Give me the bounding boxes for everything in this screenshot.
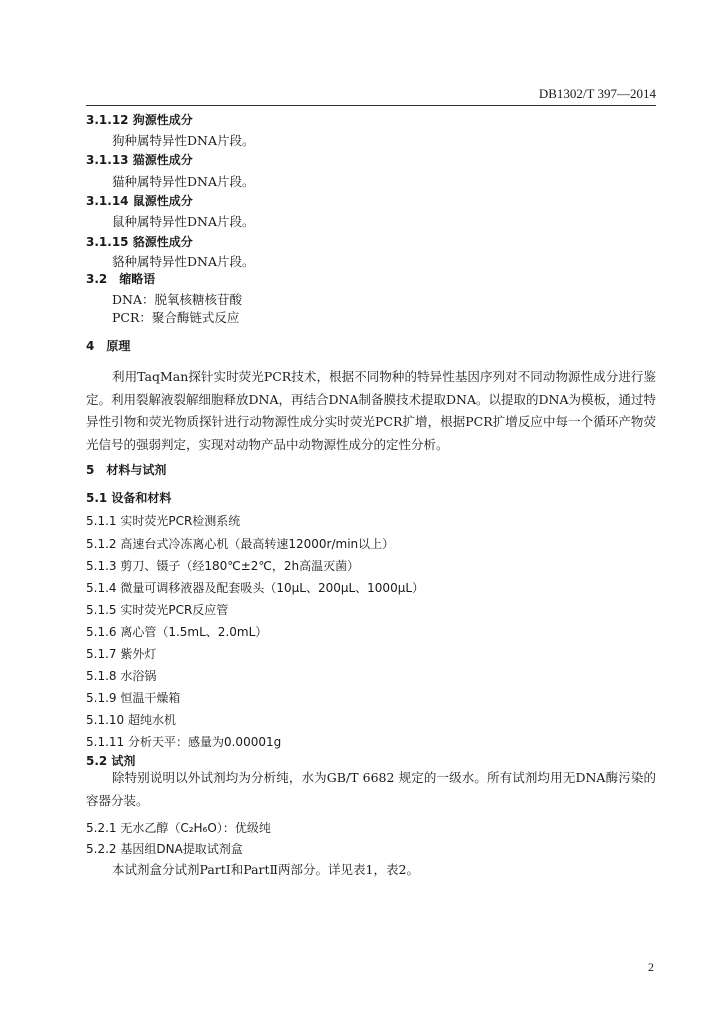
section-3-1-13-title: 3.1.13 猫源性成分 [86,153,193,167]
header-rule [86,105,656,106]
item-5-1-10: 5.1.10 超纯水机 [86,713,176,727]
item-5-1-7: 5.1.7 紫外灯 [86,647,157,661]
item-5-2-1: 5.2.1 无水乙醇（C₂H₆O）：优级纯 [86,821,271,835]
section-3-1-15-title: 3.1.15 貉源性成分 [86,235,193,249]
section-3-1-15-text: 貉种属特异性DNA片段。 [112,254,255,269]
item-5-1-6: 5.1.6 离心管（1.5mL、2.0mL） [86,625,268,639]
section-3-1-14-title: 3.1.14 鼠源性成分 [86,194,193,208]
item-5-1-2: 5.1.2 高速台式冷冻离心机（最高转速12000r/min以上） [86,537,395,551]
item-5-1-11: 5.1.11 分析天平：感量为0.00001g [86,735,282,749]
item-5-1-5: 5.1.5 实时荧光PCR反应管 [86,603,229,617]
section-3-1-14-text: 鼠种属特异性DNA片段。 [112,214,255,229]
item-5-2-2: 5.2.2 基因组DNA提取试剂盒 [86,842,243,856]
abbreviation-pcr: PCR：聚合酶链式反应 [112,310,240,325]
item-5-2-2-text: 本试剂盒分试剂PartⅠ和PartⅡ两部分。详见表1，表2。 [112,862,419,877]
section-3-2-title: 3.2 缩略语 [86,272,156,286]
section-5-1-title: 5.1 设备和材料 [86,491,172,505]
item-5-1-9: 5.1.9 恒温干燥箱 [86,691,181,705]
section-5-2-title: 5.2 试剂 [86,754,136,768]
section-5-title: 5 材料与试剂 [86,463,167,477]
section-4-paragraph: 利用TaqMan探针实时荧光PCR技术，根据不同物种的特异性基因序列对不同动物源性成分进行鉴定。利用裂解液裂解细胞释放DNA，再结合DNA制备膜技术提取DNA。以提取的DNA为模板，通过特异性引物和荧光物质探针进行动物源性成分实时荧光PCR扩增，根据PCR扩增反应中每一个循环产物荧光信号的强弱判定，实现对动物产品中动物源性成分的定性分析。 [86,369,656,452]
section-5-2-paragraph: 除特别说明以外试剂均为分析纯，水为GB/T 6682 规定的一级水。所有试剂均用无DNA酶污染的容器分装。 [86,770,656,808]
item-5-1-4: 5.1.4 微量可调移液器及配套吸头（10μL、200μL、1000μL） [86,581,425,595]
section-3-1-12-text: 狗种属特异性DNA片段。 [112,133,255,148]
page-number: 2 [648,960,654,974]
section-3-1-13-text: 猫种属特异性DNA片段。 [112,174,255,189]
doc-code: DB1302/T 397—2014 [538,86,656,101]
section-3-1-12-title: 3.1.12 狗源性成分 [86,113,193,127]
abbreviation-dna: DNA：脱氧核糖核苷酸 [112,292,242,307]
item-5-1-3: 5.1.3 剪刀、镊子（经180℃±2℃，2h高温灭菌） [86,559,360,573]
section-4-title: 4 原理 [86,339,131,353]
item-5-1-8: 5.1.8 水浴锅 [86,669,157,683]
item-5-1-1: 5.1.1 实时荧光PCR检测系统 [86,514,241,528]
